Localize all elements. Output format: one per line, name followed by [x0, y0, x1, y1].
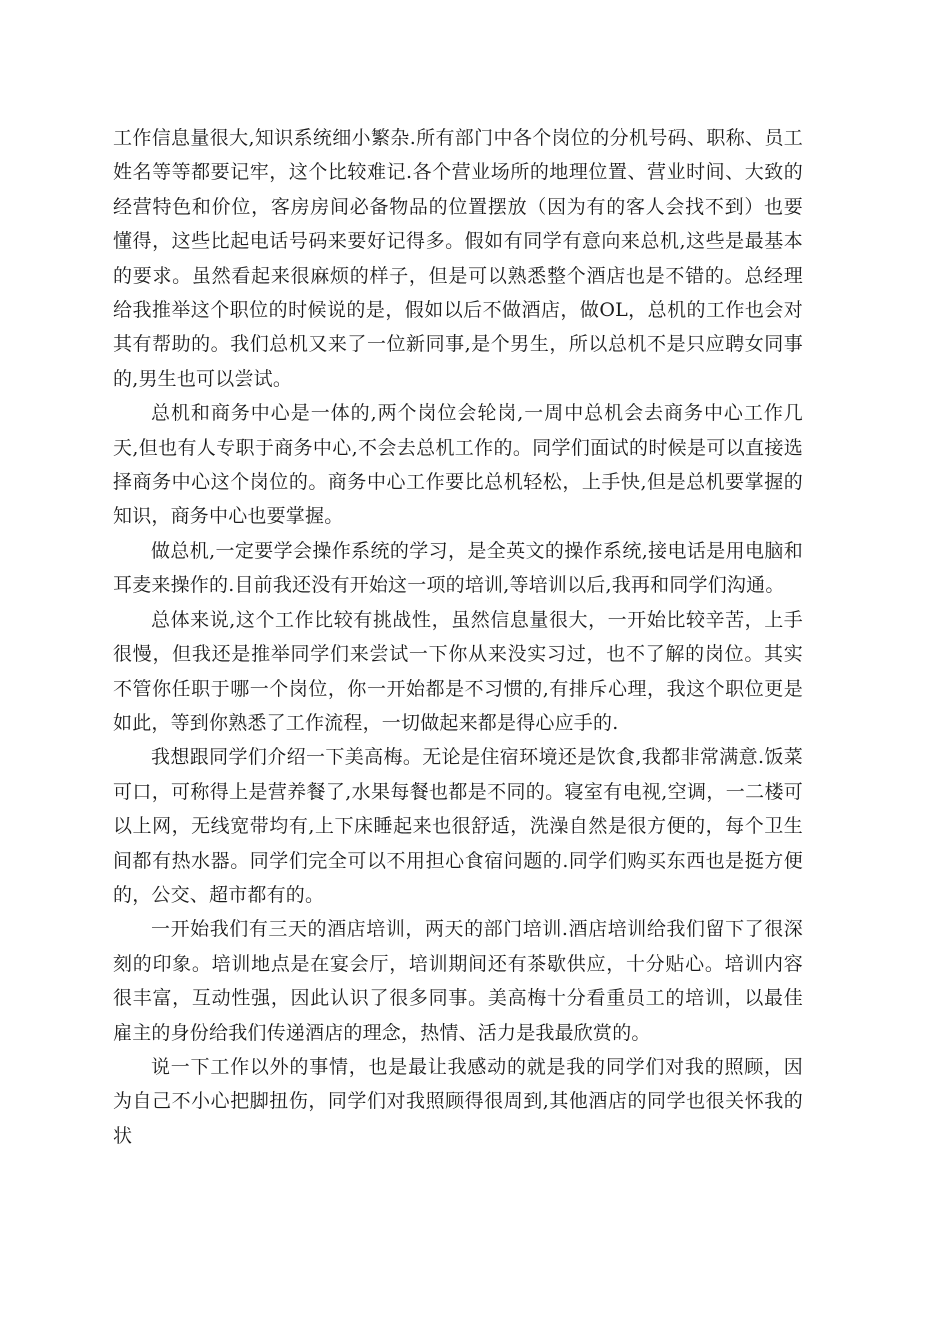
- paragraph-3: 做总机,一定要学会操作系统的学习，是全英文的操作系统,接电话是用电脑和耳麦来操作的.目前我还没有开始这一项的培训,等培训以后,我再和同学们沟通。: [113, 539, 803, 597]
- paragraph-2: 总机和商务中心是一体的,两个岗位会轮岗,一周中总机会去商务中心工作几天,但也有人专职于商务中心,不会去总机工作的。同学们面试的时候是可以直接选择商务中心这个岗位的。商务中心工作要比总机轻松，上手快,但是总机要掌握的知识，商务中心也要掌握。: [113, 402, 803, 528]
- paragraph-4: 总体来说,这个工作比较有挑战性，虽然信息量很大，一开始比较辛苦，上手很慢，但我还是推举同学们来尝试一下你从来没实习过，也不了解的岗位。其实不管你任职于哪一个岗位，你一开始都是不习惯的,有排斥心理，我这个职位更是如此，等到你熟悉了工作流程，一切做起来都是得心应手的.: [113, 608, 803, 734]
- paragraph-7: 说一下工作以外的事情，也是最让我感动的就是我的同学们对我的照顾，因为自己不小心把脚扭伤，同学们对我照顾得很周到,其他酒店的同学也很关怀我的状: [113, 1055, 803, 1147]
- paragraph-6: 一开始我们有三天的酒店培训，两天的部门培训.酒店培训给我们留下了很深刻的印象。培训地点是在宴会厅，培训期间还有茶歇供应，十分贴心。培训内容很丰富，互动性强，因此认识了很多同事。美高梅十分看重员工的培训，以最佳雇主的身份给我们传递酒店的理念，热情、活力是我最欣赏的。: [113, 918, 803, 1044]
- paragraph-5: 我想跟同学们介绍一下美高梅。无论是住宿环境还是饮食,我都非常满意.饭菜可口，可称得上是营养餐了,水果每餐也都是不同的。寝室有电视,空调，一二楼可以上网，无线宽带均有,上下床睡起来也很舒适，洗澡自然是很方便的，每个卫生间都有热水器。同学们完全可以不用担心食宿问题的.同学们购买东西也是挺方便的，公交、超市都有的。: [113, 746, 803, 906]
- paragraph-1: 工作信息量很大,知识系统细小繁杂.所有部门中各个岗位的分机号码、职称、员工姓名等等都要记牢，这个比较难记.各个营业场所的地理位置、营业时间、大致的经营特色和价位，客房房间必备物品的位置摆放（因为有的客人会找不到）也要懂得，这些比起电话号码来要好记得多。假如有同学有意向来总机,这些是最基本的要求。虽然看起来很麻烦的样子，但是可以熟悉整个酒店也是不错的。总经理给我推举这个职位的时候说的是，假如以后不做酒店，做OL，总机的工作也会对其有帮助的。我们总机又来了一位新同事,是个男生，所以总机不是只应聘女同事的,男生也可以尝试。: [113, 127, 803, 390]
- document-body: [113, 121, 803, 1153]
